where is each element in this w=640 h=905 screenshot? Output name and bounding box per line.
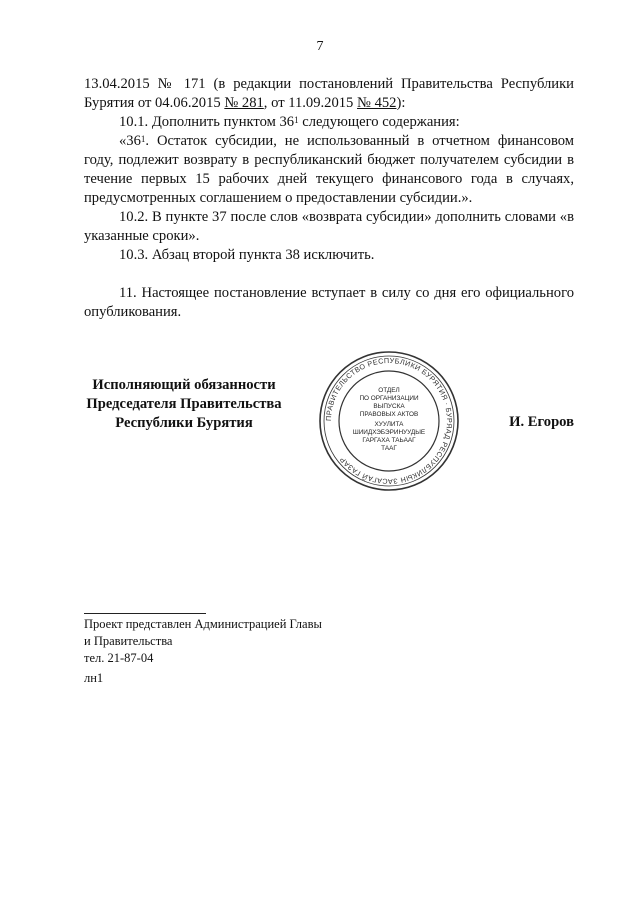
text-run: 13.04.2015 № 171 (в редакции постановлений Правительства Республики Бурятия от 04.06.2015 <box>84 76 574 111</box>
stamp-line: ПРАВОВЫХ АКТОВ <box>359 411 419 418</box>
paragraph-10-1 <box>84 113 574 132</box>
paragraph-36-1-content <box>84 132 574 208</box>
footer-phone: тел. 21-87-04 <box>84 651 154 665</box>
document-code: лн1 <box>84 671 104 685</box>
stamp-line: ШИИДХЭБЭРИНУУДЫЕ <box>352 429 426 436</box>
footer-divider <box>84 613 206 614</box>
stamp-outer-text: ПРАВИТЕЛЬСТВО РЕСПУБЛИКИ БУРЯТИЯ · БУРЯАД РЕСПУБЛИКЫН ЗАСАГАЙ ГАЗАР <box>323 355 455 487</box>
stamp-line: ХУУЛИТА <box>374 421 404 428</box>
stamp-line: ВЫПУСКА <box>373 403 405 410</box>
text-run: ): <box>396 95 406 111</box>
official-stamp <box>318 350 460 492</box>
stamp-line: ПО ОРГАНИЗАЦИИ <box>359 395 419 402</box>
page-number: 7 <box>316 39 324 54</box>
signature-line: Республики Бурятия <box>115 415 253 431</box>
text-run: «36 <box>119 133 141 149</box>
stamp-line: ГАРГАХА ТАЬААГ <box>362 437 416 444</box>
document-body <box>84 75 574 322</box>
footer-note <box>84 616 322 667</box>
superscript: 1 <box>294 115 299 125</box>
paragraph-amendment-reference <box>84 75 574 113</box>
text-run: , от 11.09.2015 <box>263 95 358 111</box>
text-run: 10.1. Дополнить пунктом 36 <box>119 114 295 130</box>
paragraph-10-2: 10.2. В пункте 37 после слов «возврата субсидии» дополнить словами «в указанные сроки». <box>84 209 574 244</box>
stamp-line: ОТДЕЛ <box>378 387 400 394</box>
signatory-name: И. Егоров <box>509 414 574 430</box>
decree-link-281[interactable]: № 281 <box>224 95 264 111</box>
signature-title <box>84 376 284 433</box>
signature-line: Председателя Правительства <box>86 396 282 412</box>
decree-link-452[interactable]: № 452 <box>357 95 397 111</box>
stamp-line: ТААГ <box>381 445 397 452</box>
footer-line: и Правительства <box>84 634 173 648</box>
footer-line: Проект представлен Администрацией Главы <box>84 617 322 631</box>
text-run: следующего содержания: <box>298 114 460 130</box>
paragraph-10-3: 10.3. Абзац второй пункта 38 исключить. <box>119 247 375 263</box>
signature-line: Исполняющий обязанности <box>92 377 276 393</box>
paragraph-11: 11. Настоящее постановление вступает в силу со дня его официального опубликования. <box>84 285 574 320</box>
text-run: . Остаток субсидии, не использованный в отчетном финансовом году, подлежит возврату в республиканский бюджет получателем субсидии в течение первых 15 рабочих дней текущего финансового года в случаях, предусмотренных соглашением о предоставлении субсидии.». <box>84 133 574 206</box>
superscript: 1 <box>140 134 146 144</box>
